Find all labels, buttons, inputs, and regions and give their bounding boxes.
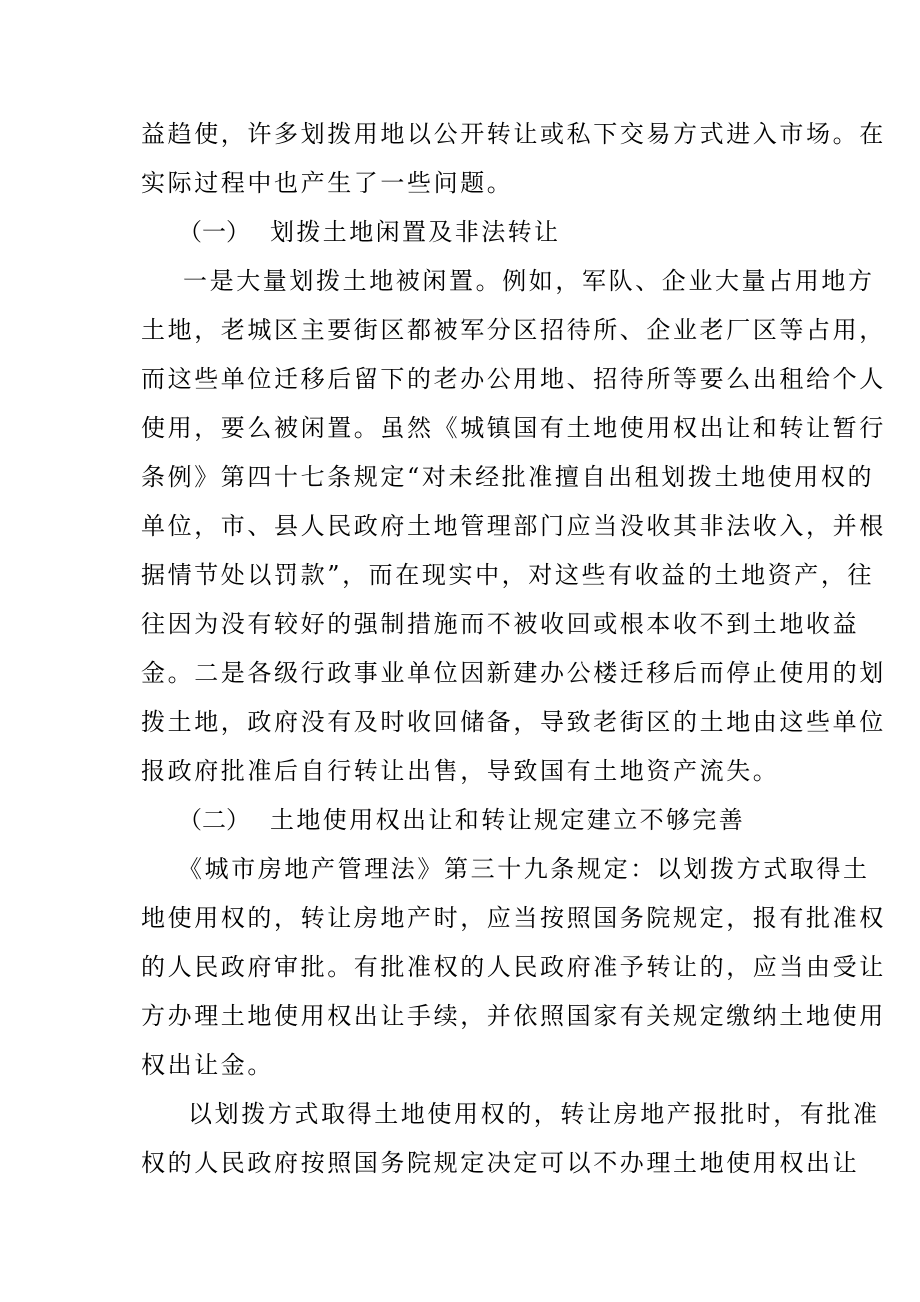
paragraph-line: 益趋使，许多划拨用地以公开转让或私下交易方式进入市场。在 <box>141 120 886 148</box>
paragraph-line: 土地，老城区主要街区都被军分区招待所、企业老厂区等占用， <box>141 316 886 344</box>
paragraph-line: 条例》第四十七条规定“对未经批准擅自出租划拨土地使用权的 <box>141 463 875 491</box>
paragraph-line: 而这些单位迁移后留下的老办公用地、招待所等要么出租给个人 <box>141 365 886 393</box>
paragraph-line: 一是大量划拨土地被闲置。例如，军队、企业大量占用地方 <box>183 267 875 295</box>
paragraph-line: 据情节处以罚款”，而在现实中，对这些有收益的土地资产，往 <box>141 561 875 589</box>
paragraph-line: 金。二是各级行政事业单位因新建办公楼迁移后而停止使用的划 <box>141 659 886 687</box>
paragraph-line: 单位，市、县人民政府土地管理部门应当没收其非法收入，并根 <box>141 512 886 540</box>
paragraph-line: 拨土地，政府没有及时收回储备，导致老街区的土地由这些单位 <box>141 708 886 736</box>
paragraph-line: 报政府批准后自行转让出售，导致国有土地资产流失。 <box>141 757 780 785</box>
section-heading-2 <box>178 805 745 835</box>
paragraph-line: 权出让金。 <box>141 1051 274 1079</box>
paragraph-line: 方办理土地使用权出让手续，并依照国家有关规定缴纳土地使用 <box>141 1002 886 1030</box>
section-number: （二） <box>178 806 250 834</box>
section-title: 土地使用权出让和转让规定建立不够完善 <box>270 806 746 834</box>
paragraph-line: 以划拨方式取得土地使用权的，转让房地产报批时，有批准 <box>188 1100 880 1128</box>
paragraph-line: 《城市房地产管理法》第三十九条规定：以划拨方式取得土 <box>178 855 870 883</box>
paragraph-line: 的人民政府审批。有批准权的人民政府准予转让的，应当由受让 <box>141 953 886 981</box>
paragraph-line: 实际过程中也产生了一些问题。 <box>141 169 514 197</box>
paragraph-line: 使用，要么被闲置。虽然《城镇国有土地使用权出让和转让暂行 <box>141 414 886 442</box>
paragraph-line: 权的人民政府按照国务院规定决定可以不办理土地使用权出让 <box>141 1149 860 1177</box>
paragraph-line: 地使用权的，转让房地产时，应当按照国务院规定，报有批准权 <box>141 904 886 932</box>
paragraph-line: 往因为没有较好的强制措施而不被收回或根本收不到土地收益 <box>141 610 860 638</box>
section-number: （一） <box>178 218 250 246</box>
section-heading-1 <box>178 217 560 247</box>
section-title: 划拨土地闲置及非法转让 <box>270 218 561 246</box>
